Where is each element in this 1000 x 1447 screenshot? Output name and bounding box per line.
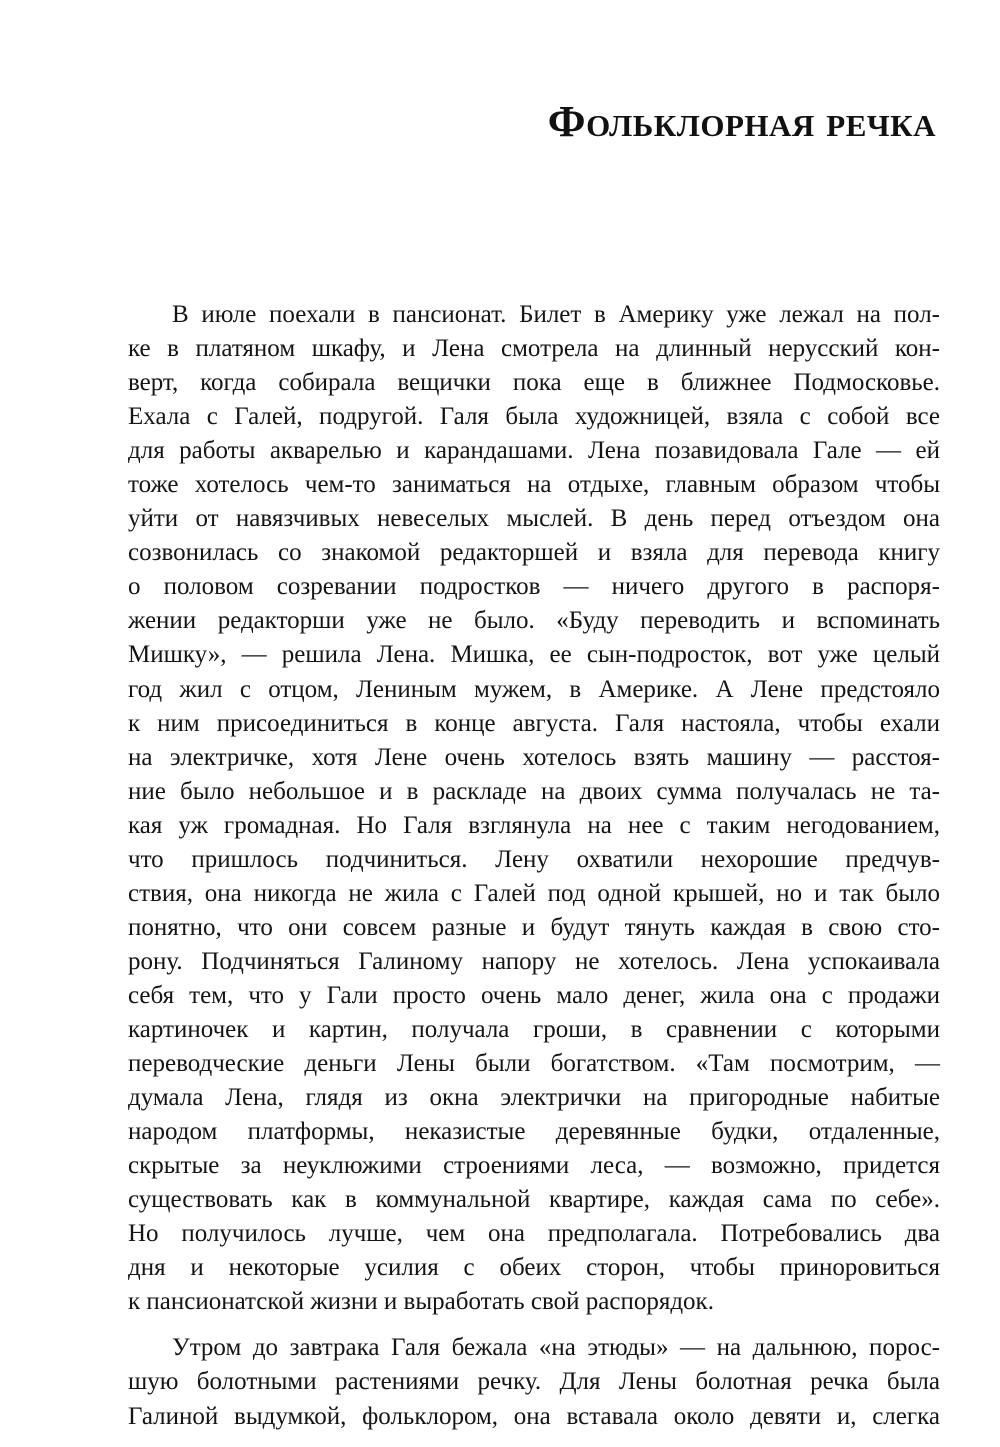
text-line: ке в платяном шкафу, и Лена смотрела на длинный нерусский кон- (128, 335, 940, 363)
text-line: картиночек и картин, получала гроши, в сравнении с которыми (128, 1015, 940, 1043)
paragraph-spacing (128, 1319, 940, 1331)
text-line: созвонилась со знакомой редакторшей и взяла для перевода книгу (128, 539, 940, 567)
text-line: ствия, она никогда не жила с Галей под одной крышей, но и так было (128, 879, 940, 907)
text-line: для работы акварелью и карандашами. Лена позавидовала Гале — ей (128, 437, 940, 465)
paragraph-1 (128, 298, 940, 1319)
chapter-title: Фольклорная речка (547, 97, 936, 146)
text-line: жении редакторши уже не было. «Буду переводить и вспоминать (128, 607, 940, 635)
text-line: шую болотными растениями речку. Для Лены болотная речка была (128, 1368, 940, 1396)
text-line: Но получилось лучше, чем она предполагала. Потребовались два (128, 1220, 940, 1248)
text-line: уйти от навязчивых невеселых мыслей. В день перед отъездом она (128, 505, 940, 533)
text-line: Галиной выдумкой, фольклором, она вставала около девяти и, слегка (128, 1402, 940, 1430)
text-line: народом платформы, неказистые деревянные будки, отдаленные, (128, 1118, 940, 1146)
text-line: рону. Подчиняться Галиному напору не хотелось. Лена успокаивала (128, 947, 940, 975)
text-line: Ехала с Галей, подругой. Галя была художницей, взяла с собой все (128, 403, 940, 431)
text-line: думала Лена, глядя из окна электрички на пригородные набитые (128, 1084, 940, 1112)
text-line: Мишку», — решила Лена. Мишка, ее сын-подросток, вот уже целый (128, 641, 940, 669)
chapter-body (128, 298, 940, 1434)
text-line: В июле поехали в пансионат. Билет в Америку уже лежал на пол- (172, 301, 940, 328)
text-line: к ним присоединиться в конце августа. Галя настояла, чтобы ехали (128, 709, 940, 737)
text-line: что пришлось подчиниться. Лену охватили нехорошие предчув- (128, 845, 940, 873)
text-line: понятно, что они совсем разные и будут тянуть каждая в свою сто- (128, 913, 940, 941)
text-line: на электричке, хотя Лене очень хотелось взять машину — расстоя- (128, 743, 940, 771)
text-line: тоже хотелось чем-то заниматься на отдыхе, главным образом чтобы (128, 471, 940, 499)
text-line: о половом созревании подростков — ничего другого в распоря- (128, 573, 940, 601)
text-line: скрытые за неуклюжими строениями леса, — возможно, придется (128, 1152, 940, 1180)
text-line: Утром до завтрака Галя бежала «на этюды» — на дальнюю, порос- (172, 1334, 940, 1362)
text-line: ние было небольшое и в раскладе на двоих сумма получалась не та- (128, 777, 940, 805)
text-line: дня и некоторые усилия с обеих сторон, чтобы приноровиться (128, 1254, 940, 1282)
text-line: существовать как в коммунальной квартире, каждая сама по себе». (128, 1186, 940, 1214)
text-line: кая уж громадная. Но Галя взглянула на нее с таким негодованием, (128, 811, 940, 839)
text-line: переводческие деньги Лены были богатством. «Там посмотрим, — (128, 1050, 940, 1078)
text-line: себя тем, что у Гали просто очень мало денег, жила она с продажи (128, 981, 940, 1009)
paragraph-2 (128, 1331, 940, 1433)
text-line: год жил с отцом, Лениным мужем, в Америке. А Лене предстояло (128, 675, 940, 703)
text-line: к пансионатской жизни и выработать свой распорядок. (128, 1288, 714, 1316)
text-line: верт, когда собирала вещички пока еще в ближнее Подмосковье. (128, 369, 940, 397)
